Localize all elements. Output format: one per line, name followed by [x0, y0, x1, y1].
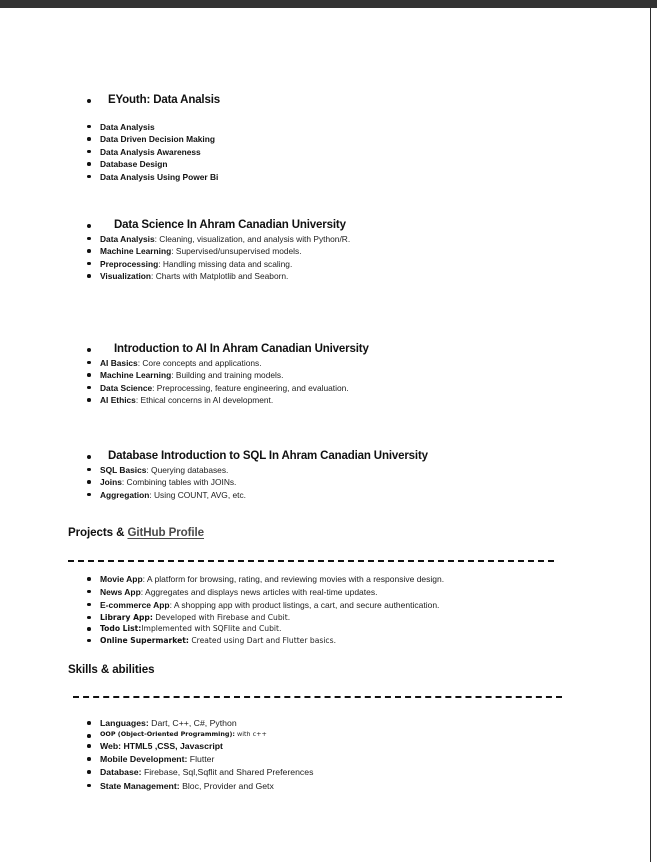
list-item	[79, 489, 599, 502]
course-heading	[79, 343, 599, 357]
bullet-icon	[87, 734, 91, 738]
list-item	[79, 635, 609, 647]
skills-list	[79, 717, 579, 793]
bullet-icon	[87, 150, 91, 154]
projects-divider	[68, 560, 554, 562]
list-item-text: Online Supermarket: Created using Dart and Flutter basics.	[100, 635, 336, 645]
list-item-text: Mobile Development: Flutter	[100, 754, 215, 765]
bullet-icon	[87, 249, 91, 253]
bullet-icon	[87, 455, 91, 459]
projects-list	[79, 573, 609, 646]
list-item	[79, 573, 609, 586]
bullet-icon	[87, 639, 91, 643]
list-item-text: Data Analysis: Cleaning, visualization, and analysis with Python/R.	[100, 233, 351, 244]
bullet-icon	[87, 348, 91, 352]
projects-section-heading	[68, 526, 204, 539]
bullet-icon	[87, 770, 91, 774]
course-topic-list	[79, 121, 599, 184]
skills-section-heading	[68, 663, 154, 676]
list-item	[79, 780, 579, 793]
bullet-icon	[87, 224, 91, 228]
bullet-icon	[87, 757, 91, 761]
bullet-icon	[87, 627, 91, 631]
course-section-intro-ai	[79, 343, 599, 407]
list-item	[79, 121, 599, 134]
list-item-text: Movie App: A platform for browsing, rating, and reviewing movies with a responsive design.	[100, 574, 445, 584]
list-item-text: Library App: Developed with Firebase and Cubit.	[100, 612, 291, 622]
bullet-icon	[87, 468, 91, 472]
list-item-text: E-commerce App: A shopping app with product listings, a cart, and secure authentication.	[100, 599, 440, 610]
bullet-icon	[87, 373, 91, 377]
course-section-data-science	[79, 219, 599, 283]
list-item	[79, 753, 579, 766]
course-heading	[79, 450, 599, 464]
course-heading	[79, 219, 599, 233]
list-item	[79, 233, 599, 246]
list-item	[79, 740, 579, 753]
list-item-text: Data Analysis Using Power Bi	[100, 171, 219, 182]
bullet-icon	[87, 262, 91, 266]
bullet-icon	[87, 616, 91, 620]
list-item	[79, 464, 599, 477]
viewer-top-bar	[0, 0, 657, 8]
bullet-icon	[87, 162, 91, 166]
list-item-text: SQL Basics: Querying databases.	[100, 464, 229, 475]
list-item-text: News App: Aggregates and displays news articles with real-time updates.	[100, 586, 378, 597]
list-item-text: State Management: Bloc, Provider and Getx	[100, 780, 274, 791]
list-item	[79, 612, 609, 624]
list-item-text: Data Analysis Awareness	[100, 146, 201, 157]
list-item-text: OOP (Object-Oriented Programming): with c++	[100, 730, 267, 739]
list-item	[79, 730, 579, 740]
course-section-sql	[79, 450, 599, 501]
bullet-icon	[87, 398, 91, 402]
bullet-icon	[87, 361, 91, 365]
bullet-icon	[87, 493, 91, 497]
list-item	[79, 599, 609, 612]
list-item	[79, 369, 599, 382]
bullet-icon	[87, 603, 91, 607]
course-heading-text: Database Introduction to SQL In Ahram Canadian University	[108, 450, 428, 462]
bullet-icon	[87, 590, 91, 594]
bullet-icon	[87, 386, 91, 390]
list-item-text: Database Design	[100, 159, 168, 170]
list-item-text: Languages: Dart, C++, C#, Python	[100, 718, 237, 728]
list-item-text: Machine Learning: Supervised/unsupervised models.	[100, 246, 302, 257]
course-topic-list	[79, 233, 599, 283]
list-item	[79, 133, 599, 146]
list-item	[79, 357, 599, 370]
bullet-icon	[87, 175, 91, 179]
list-item-text: Data Analysis	[100, 121, 155, 132]
projects-heading-text: Projects &	[68, 526, 128, 539]
bullet-icon	[87, 784, 91, 788]
list-item-text: Todo List:Implemented with SQFlite and Cubit.	[100, 624, 282, 634]
list-item-text: Data Driven Decision Making	[100, 134, 215, 145]
list-item	[79, 245, 599, 258]
list-item	[79, 171, 599, 184]
skills-heading-text: Skills & abilities	[68, 663, 155, 676]
bullet-icon	[87, 480, 91, 484]
list-item-text: Aggregation: Using COUNT, AVG, etc.	[100, 489, 246, 500]
list-item	[79, 717, 579, 730]
skills-divider	[73, 696, 562, 698]
list-item-text: Web: HTML5 ,CSS, Javascript	[100, 740, 223, 751]
list-item	[79, 623, 609, 635]
list-item-text: Machine Learning: Building and training models.	[100, 370, 284, 381]
bullet-icon	[87, 137, 91, 141]
list-item	[79, 586, 609, 599]
list-item	[79, 258, 599, 271]
list-item-text: Database: Firebase, Sql,Sqflit and Shared Preferences	[100, 767, 314, 778]
page-right-border	[650, 8, 651, 862]
resume-document-page	[0, 8, 650, 862]
bullet-icon	[87, 744, 91, 748]
course-topic-list	[79, 357, 599, 407]
bullet-icon	[87, 237, 91, 241]
course-topic-list	[79, 464, 599, 502]
course-heading-text: EYouth: Data Analsis	[108, 94, 221, 106]
bullet-icon	[87, 274, 91, 278]
course-heading	[79, 94, 599, 108]
list-item-text: Visualization: Charts with Matplotlib and Seaborn.	[100, 271, 289, 282]
bullet-icon	[87, 721, 91, 725]
list-item	[79, 394, 599, 407]
list-item	[79, 270, 599, 283]
bullet-icon	[87, 99, 91, 103]
list-item-text: AI Ethics: Ethical concerns in AI development.	[100, 395, 274, 406]
list-item	[79, 158, 599, 171]
list-item	[79, 766, 579, 779]
list-item	[79, 382, 599, 395]
github-profile-link[interactable]: GitHub Profile	[127, 526, 205, 539]
course-heading-text: Introduction to AI In Ahram Canadian University	[114, 343, 369, 355]
course-heading-text: Data Science In Ahram Canadian University	[114, 219, 346, 231]
list-item-text: Preprocessing: Handling missing data and scaling.	[100, 258, 293, 269]
bullet-icon	[87, 577, 91, 581]
list-item-text: AI Basics: Core concepts and applications.	[100, 357, 262, 368]
list-item	[79, 146, 599, 159]
bullet-icon	[87, 125, 91, 129]
list-item	[79, 476, 599, 489]
list-item-text: Data Science: Preprocessing, feature engineering, and evaluation.	[100, 382, 349, 393]
course-section-eyouth	[79, 94, 599, 183]
list-item-text: Joins: Combining tables with JOINs.	[100, 477, 237, 488]
